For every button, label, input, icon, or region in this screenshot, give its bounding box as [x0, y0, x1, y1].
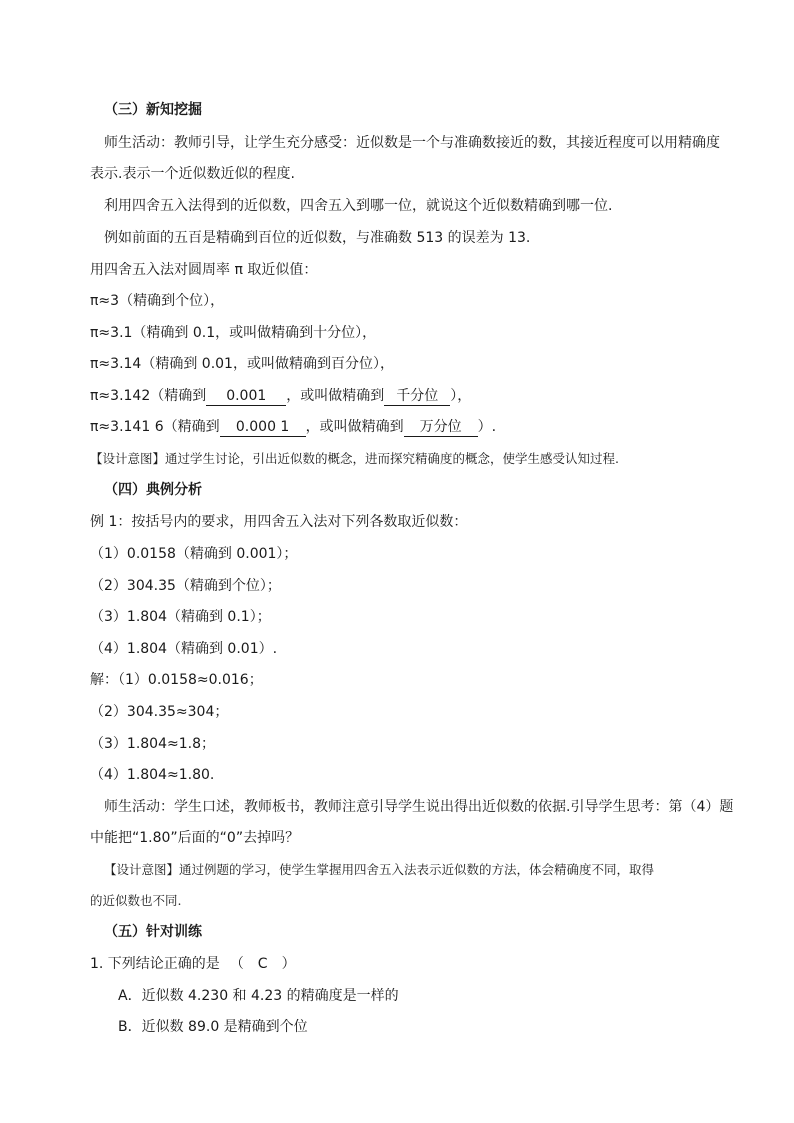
pi5-suffix: ）. — [477, 419, 497, 435]
pi-approx-3: π≈3.14（精确到 0.01，或叫做精确到百分位）， — [90, 356, 394, 372]
option-b: B．近似数 89.0 是精确到个位 — [118, 1019, 308, 1035]
section-heading-examples: （四）典例分析 — [104, 482, 202, 498]
pi5-blank-place: 万分位 — [404, 419, 478, 437]
solution-2: （2）304.35≈304； — [90, 704, 229, 720]
solution-3: （3）1.804≈1.8； — [90, 736, 215, 752]
example-item-4: （4）1.804（精确到 0.01）. — [90, 641, 278, 657]
example-item-2: （2）304.35（精确到个位）； — [90, 578, 281, 594]
pi4-blank-place: 千分位 — [384, 388, 450, 406]
design-intent-2-line2: 的近似数也不同. — [90, 893, 182, 908]
question-1-answer: （ C ） — [229, 956, 296, 972]
paragraph-activity-line1: 师生活动：教师引导，让学生充分感受：近似数是一个与准确数接近的数，其接近程度可以用精确度 — [104, 135, 720, 151]
example-1-prompt: 例 1：按括号内的要求，用四舍五入法对下列各数取近似数： — [90, 514, 468, 530]
solution-1: 解：（1）0.0158≈0.016； — [90, 672, 263, 688]
pi-approx-1: π≈3（精确到个位）， — [90, 293, 225, 309]
paragraph-pi-intro: 用四舍五入法对圆周率 π 取近似值： — [90, 262, 318, 278]
pi-approx-4 — [90, 386, 471, 406]
design-intent-2-line1: 【设计意图】通过例题的学习，使学生掌握用四舍五入法表示近似数的方法，体会精确度不同，取得 — [104, 862, 655, 877]
design-intent-1: 【设计意图】通过学生讨论，引出近似数的概念，进而探究精确度的概念，使学生感受认知过程. — [90, 451, 619, 466]
paragraph-example-500: 例如前面的五百是精确到百位的近似数，与准确数 513 的误差为 13. — [104, 230, 531, 246]
activity-line1: 师生活动：学生口述，教师板书，教师注意引导学生说出得出近似数的依据.引导学生思考：第（4）题 — [104, 799, 734, 815]
pi4-suffix: ）， — [450, 388, 472, 404]
option-a: A．近似数 4.230 和 4.23 的精确度是一样的 — [118, 988, 399, 1004]
pi4-mid: ，或叫做精确到 — [286, 388, 385, 404]
pi5-prefix: π≈3.141 6（精确到 — [90, 419, 220, 435]
pi5-mid: ，或叫做精确到 — [305, 419, 404, 435]
pi4-blank-precision: 0.001 — [206, 388, 286, 406]
section-heading-practice: （五）针对训练 — [104, 924, 202, 940]
pi4-prefix: π≈3.142（精确到 — [90, 388, 207, 404]
pi5-blank-precision: 0.000 1 — [220, 419, 306, 437]
example-item-3: （3）1.804（精确到 0.1）； — [90, 609, 271, 625]
practice-question-1 — [90, 954, 296, 974]
solution-4: （4）1.804≈1.80. — [90, 767, 215, 783]
activity-line2: 中能把“1.80”后面的“0”去掉吗？ — [90, 830, 300, 846]
paragraph-rounding-rule: 利用四舍五入法得到的近似数，四舍五入到哪一位，就说这个近似数精确到哪一位. — [104, 198, 613, 214]
pi-approx-5 — [90, 417, 496, 437]
pi-approx-2: π≈3.1（精确到 0.1，或叫做精确到十分位）， — [90, 325, 377, 341]
paragraph-activity-line2: 表示.表示一个近似数近似的程度. — [90, 166, 295, 182]
example-item-1: （1）0.0158（精确到 0.001）； — [90, 546, 298, 562]
section-heading-new-knowledge: （三）新知挖掘 — [104, 102, 202, 118]
question-1-text: 1. 下列结论正确的是 — [90, 956, 220, 972]
